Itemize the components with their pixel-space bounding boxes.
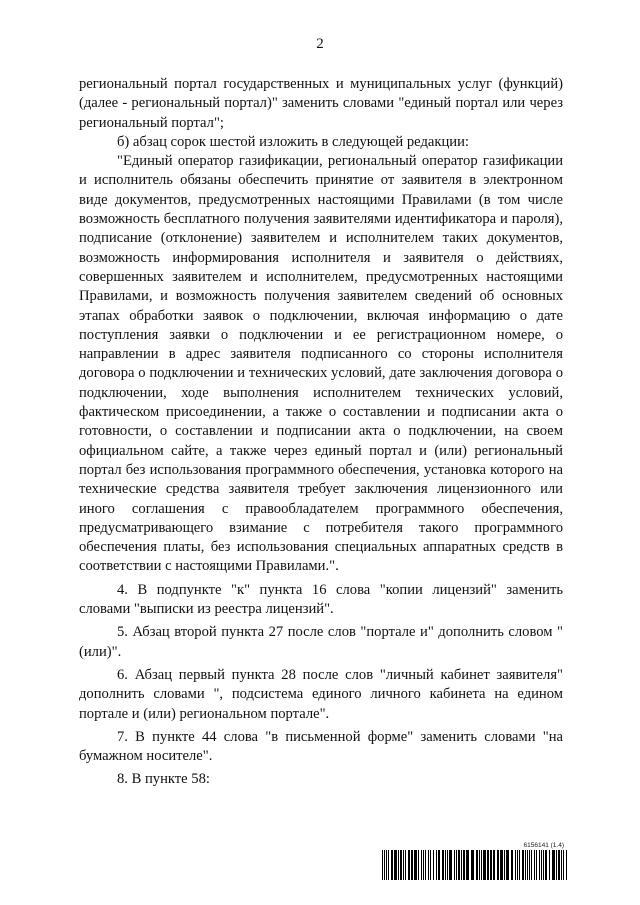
- paragraph-item-5: 5. Абзац второй пункта 27 после слов "портале и" дополнить словом "(или)".: [79, 624, 563, 660]
- paragraph-quoted-text: "Единый оператор газификации, региональный оператор газификации и исполнитель обязаны обеспечить принятие от заявителя в электронном виде документов, предусмотренных настоящими Правилами (в том числе возможность бесплатного получения заявителями идентификатора и пароля), подписание (отклонение) заявителем и исполнителем таких документов, возможность информирования исполнителя и заявителя о действиях, совершенных заявителем и исполнителем, предусмотренных настоящими Правилами, и возможность получения заявителем сведений об основных этапах обработки заявок о подключении, включая информацию о дате поступления заявки о подключении и ее регистрационном номере, о направлении в адрес заявителя подписанного со стороны исполнителя договора о подключении и технических условий, дате заключения договора о подключении, ходе выполнения исполнителем технических условий, фактическом присоединении, а также о составлении и подписании акта о готовности, о составлении и подписании акта о подключении, на своем официальном сайте, а также через единый портал и (или) региональный портал без использования программного обеспечения, установка которого на технические средства заявителя требует заключения лицензионного или иного соглашения с правообладателем программного обеспечения, предусматривающего взимание с потребителя такого программного обеспечения платы, без использования специальных аппаратных средств в соответствии с настоящими Правилами.".: [79, 153, 563, 575]
- document-body: [79, 75, 563, 790]
- barcode-block: [382, 842, 570, 880]
- paragraph-item-6: 6. Абзац первый пункта 28 после слов "личный кабинет заявителя" дополнить словами ", подсистема единого личного кабинета на едином портале и (или) региональном портале".: [79, 666, 563, 722]
- paragraph-subpoint-b: б) абзац сорок шестой изложить в следующей редакции:: [117, 133, 469, 150]
- barcode-image: [382, 850, 570, 880]
- paragraph-item-7: 7. В пункте 44 слова "в письменной форме" заменить словами "на бумажном носителе".: [79, 728, 563, 765]
- barcode-number: 6156141 (1.4): [523, 842, 564, 849]
- page-number: 2: [316, 36, 324, 52]
- paragraph-item-8: 8. В пункте 58:: [117, 771, 210, 788]
- paragraph-continuation: региональный портал государственных и муниципальных услуг (функций) (далее - региональный портал)" заменить словами "единый портал или через региональный портал";: [79, 76, 563, 131]
- paragraph-item-4: 4. В подпункте "к" пункта 16 слова "копии лицензий" заменить словами "выписки из реестра лицензий".: [79, 581, 563, 618]
